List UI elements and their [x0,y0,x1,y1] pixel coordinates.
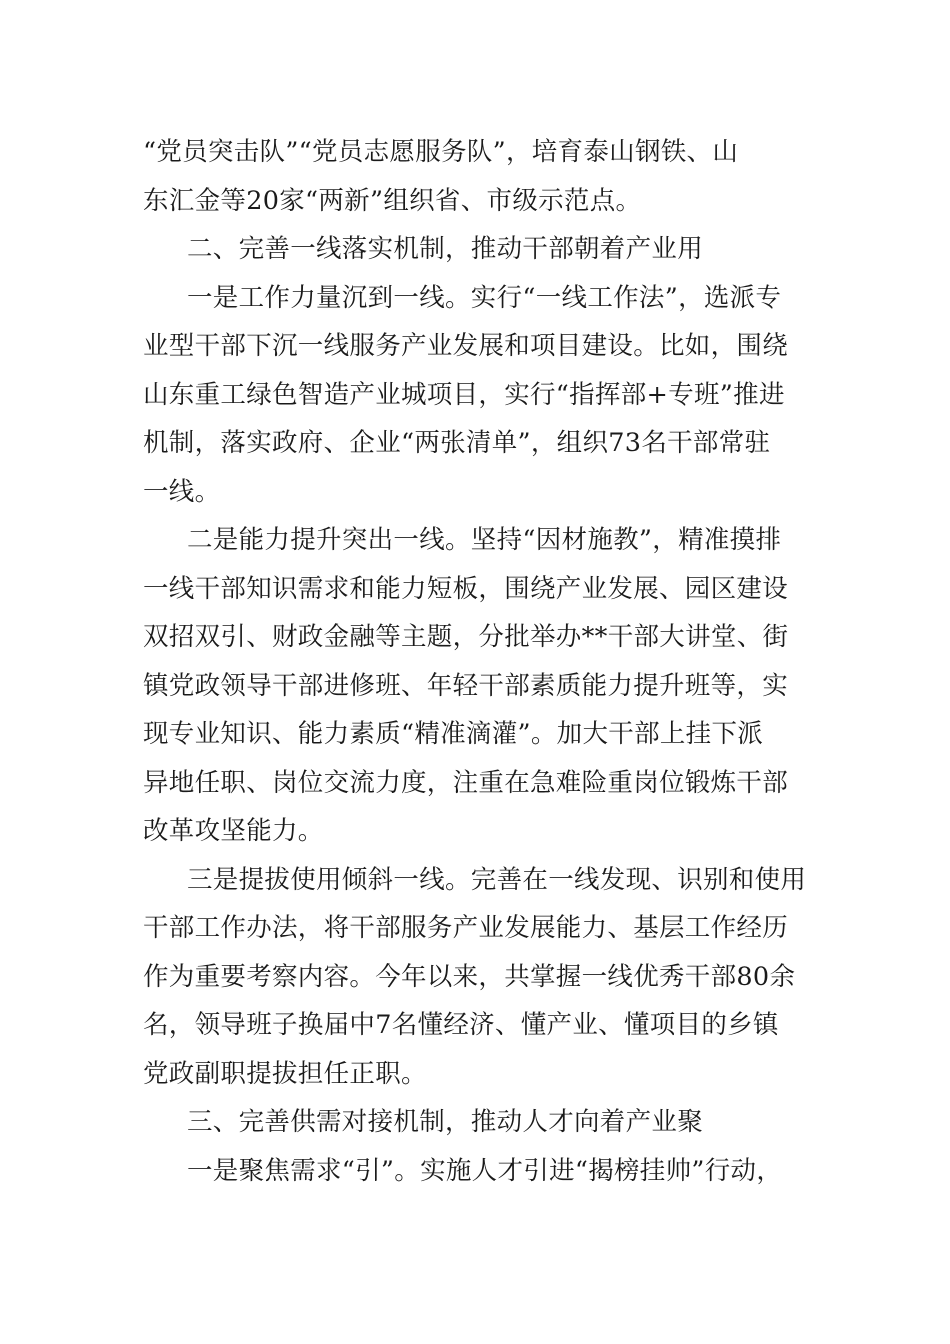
text-line: 机制，落实政府、企业“两张清单”，组织73名干部常驻 [143,428,771,458]
heading-text: 二、完善一线落实机制，推动干部朝着产业用 [187,234,704,264]
text-line: 二是能力提升突出一线。坚持“因材施教”，精准摸排 [187,525,782,555]
text-line: 现专业知识、能力素质“精准滴灌”。加大干部上挂下派 [143,719,764,749]
text-line: 双招双引、财政金融等主题，分批举办**干部大讲堂、街 [143,622,789,652]
text-line: 干部工作办法，将干部服务产业发展能力、基层工作经历 [143,913,789,943]
paragraph-demand-introduction [143,1147,808,1196]
paragraph-capability-frontline [143,516,808,856]
text-line: “党员突击队”“党员志愿服务队”，培育泰山钢铁、山 [143,137,739,167]
paragraph-demonstration-sites [143,128,808,225]
text-line: 改革攻坚能力。 [143,816,324,846]
text-line: 镇党政领导干部进修班、年轻干部素质能力提升班等，实 [143,670,789,701]
text-line: 东汇金等20家“两新”组织省、市级示范点。 [143,185,642,216]
text-line: 一线干部知识需求和能力短板，围绕产业发展、园区建设 [143,573,789,604]
text-line: 三是提拔使用倾斜一线。完善在一线发现、识别和使用 [187,864,807,895]
section-heading-2 [143,225,808,274]
body-text [143,128,808,1195]
text-line: 作为重要考察内容。今年以来，共掌握一线优秀干部80余 [143,961,796,992]
text-line: 异地任职、岗位交流力度，注重在急难险重岗位锻炼干部 [143,767,789,798]
text-line: 山东重工绿色智造产业城项目，实行“指挥部+专班”推进 [143,379,785,410]
text-line: 党政副职提拔担任正职。 [143,1058,427,1089]
section-heading-3 [143,1098,808,1147]
text-line: 名，领导班子换届中7名懂经济、懂产业、懂项目的乡镇 [143,1010,779,1040]
text-line: 业型干部下沉一线服务产业发展和项目建设。比如，围绕 [143,331,789,361]
heading-text: 三、完善供需对接机制，推动人才向着产业聚 [187,1107,704,1137]
text-line: 一是聚焦需求“引”。实施人才引进“揭榜挂帅”行动， [187,1155,783,1186]
text-line: 一是工作力量沉到一线。实行“一线工作法”，选派专 [187,282,782,313]
text-line: 一线。 [143,476,221,507]
paragraph-workforce-frontline [143,274,808,517]
paragraph-promotion-frontline [143,856,808,1099]
